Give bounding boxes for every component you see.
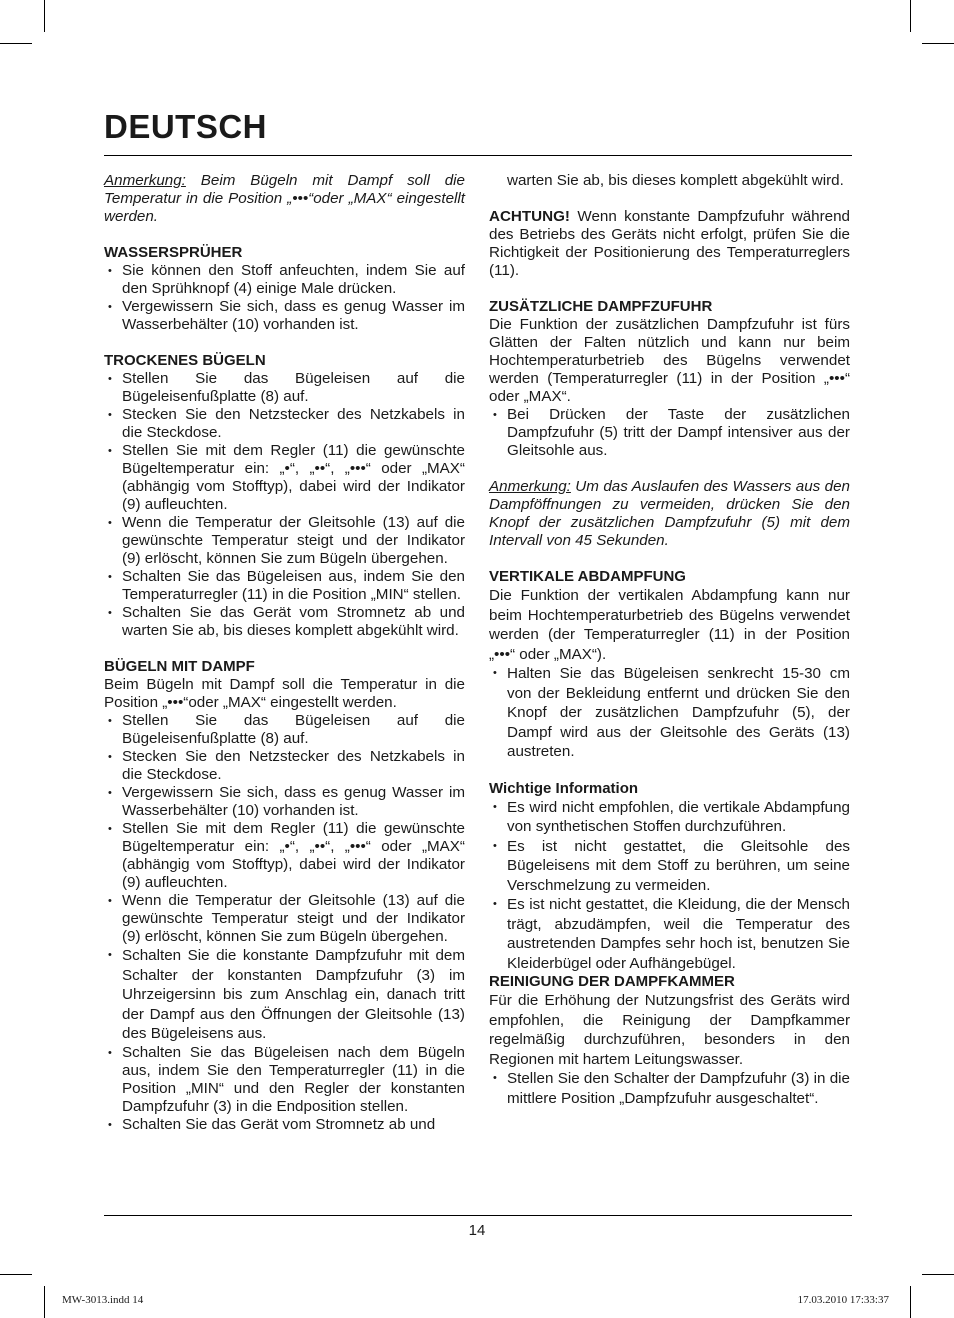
list-item: • Schalten Sie das Bügeleisen nach dem Bügeln aus, indem Sie den Temperaturregler (11) in die Position „MIN“ und den Regler der konstanten Dampfzufuhr (3) in die Endposition stellen. xyxy=(104,1044,465,1116)
list-item: • Stellen Sie den Schalter der Dampfzufuhr (3) in die mittlere Position „Dampfzufuhr ausgeschaltet“. xyxy=(489,1069,850,1108)
section-title-important-info: Wichtige Information xyxy=(489,779,639,797)
note-text: Beim Bügeln mit Dampf soll die Temperatur in die Position „•••“oder „MAX“ eingestellt werden. xyxy=(104,172,465,225)
section-title-dry-ironing: TROCKENES BÜGELN xyxy=(104,352,266,369)
crop-mark xyxy=(910,0,911,32)
list-item: • Stellen Sie das Bügeleisen auf die Bügeleisenfußplatte (8) auf. xyxy=(104,370,465,406)
list-item: • Schalten Sie das Bügeleisen aus, indem Sie den Temperaturregler (11) in die Position „MIN“ stellen. xyxy=(104,568,465,604)
left-column xyxy=(104,172,465,1134)
footer-datetime: 17.03.2010 17:33:37 xyxy=(797,1294,889,1306)
page-title: DEUTSCH xyxy=(104,108,268,145)
warning-paragraph xyxy=(489,208,850,280)
section-intro: Die Funktion der zusätzlichen Dampfzufuhr ist fürs Glätten der Falten nützlich und kann nur beim Hochtemperaturbetrieb des Bügelns verwendet werden (Temperaturregler (11) in der Position „•••“ oder „MAX“. xyxy=(489,316,850,405)
crop-mark xyxy=(44,1286,45,1318)
note-label: Anmerkung: xyxy=(489,478,571,495)
list-item: • Sie können den Stoff anfeuchten, indem Sie auf den Sprühknopf (4) einige Male drücken. xyxy=(104,262,465,298)
section-title-water-spray: WASSERSPRÜHER xyxy=(104,244,243,261)
crop-mark xyxy=(44,0,45,32)
continued-text: warten Sie ab, bis dieses komplett abgekühlt wird. xyxy=(507,172,844,189)
list-vertical-steam xyxy=(489,664,850,762)
list-item: • Stellen Sie das Bügeleisen auf die Bügeleisenfußplatte (8) auf. xyxy=(104,712,465,748)
list-item: • Es ist nicht gestattet, die Gleitsohle des Bügeleisens mit dem Stoff zu berühren, um seine Verschmelzung zu vermeiden. xyxy=(489,837,850,896)
section-title-steam-chamber-cleaning: REINIGUNG DER DAMPFKAMMER xyxy=(489,973,735,990)
crop-mark xyxy=(0,1274,32,1275)
section-intro: Die Funktion der vertikalen Abdampfung kann nur beim Hochtemperaturbetrieb des Bügelns verwendet werden (der Temperaturregler (11) in der Position „•••“ oder „MAX“). xyxy=(489,587,850,663)
list-steam-ironing xyxy=(104,712,465,1134)
list-item: • Vergewissern Sie sich, dass es genug Wasser im Wasserbehälter (10) vorhanden ist. xyxy=(104,298,465,334)
list-item: • Stellen Sie mit dem Regler (11) die gewünschte Bügeltemperatur ein: „•“, „••“, „•••“ oder „MAX“ (abhängig vom Stofftyp), dabei wird der Indikator (9) aufleuchten. xyxy=(104,442,465,514)
list-item: • Stellen Sie mit dem Regler (11) die gewünschte Bügeltemperatur ein: „•“, „••“, „•••“ oder „MAX“ (abhängig vom Stofftyp), dabei wird der Indikator (9) aufleuchten. xyxy=(104,820,465,892)
page-number: 14 xyxy=(468,1222,486,1239)
list-item: • Stecken Sie den Netzstecker des Netzkabels in die Steckdose. xyxy=(104,748,465,784)
section-title-extra-steam: ZUSÄTZLICHE DAMPFZUFUHR xyxy=(489,298,713,315)
note-steam-interval xyxy=(489,478,850,550)
section-intro: Beim Bügeln mit Dampf soll die Temperatur in die Position „•••“oder „MAX“ eingestellt werden. xyxy=(104,676,465,711)
list-water-spray xyxy=(104,262,465,334)
footer-rule xyxy=(104,1215,852,1216)
note-steam-temperature xyxy=(104,172,465,226)
note-label: Anmerkung: xyxy=(104,172,186,189)
section-intro: Für die Erhöhung der Nutzungsfrist des Geräts wird empfohlen, die Reinigung der Dampfkammer regelmäßig durchzuführen, besonders in den Regionen mit hartem Leitungswasser. xyxy=(489,992,850,1068)
warning-label: ACHTUNG! xyxy=(489,208,570,225)
crop-mark xyxy=(910,1286,911,1318)
list-important-info xyxy=(489,798,850,974)
list-item: • Vergewissern Sie sich, dass es genug Wasser im Wasserbehälter (10) vorhanden ist. xyxy=(104,784,465,820)
list-item: • Schalten Sie das Gerät vom Stromnetz ab und xyxy=(104,1116,465,1134)
crop-mark xyxy=(922,43,954,44)
header-rule xyxy=(104,155,852,156)
list-item: • Es wird nicht empfohlen, die vertikale Abdampfung von synthetischen Stoffen durchzuführen. xyxy=(489,798,850,837)
list-item: • Wenn die Temperatur der Gleitsohle (13) auf die gewünschte Temperatur steigt und der Indikator (9) erlöscht, können Sie zum Bügeln übergehen. xyxy=(104,892,465,946)
list-item: • Wenn die Temperatur der Gleitsohle (13) auf die gewünschte Temperatur steigt und der Indikator (9) erlöscht, können Sie zum Bügeln übergehen. xyxy=(104,514,465,568)
warning-text: Wenn konstante Dampfzufuhr während des Betriebs des Geräts nicht erfolgt, prüfen Sie die Richtigkeit der Positionierung des Temperaturreglers (11). xyxy=(489,208,850,279)
list-extra-steam xyxy=(489,406,850,460)
right-column xyxy=(489,172,850,1108)
footer-file-info: MW-3013.indd 14 xyxy=(62,1294,144,1306)
list-item: • Schalten Sie das Gerät vom Stromnetz ab und warten Sie ab, bis dieses komplett abgekühlt wird. xyxy=(104,604,465,640)
list-item: • Bei Drücken der Taste der zusätzlichen Dampfzufuhr (5) tritt der Dampf intensiver aus der Gleitsohle aus. xyxy=(489,406,850,460)
crop-mark xyxy=(0,43,32,44)
list-item: • Es ist nicht gestattet, die Kleidung, die der Mensch trägt, abzudämpfen, weil die Temperatur des austretenden Dampfes sehr hoch ist, benutzen Sie Kleiderbügel oder Aufhängebügel. xyxy=(489,895,850,973)
list-item: • Stecken Sie den Netzstecker des Netzkabels in die Steckdose. xyxy=(104,406,465,442)
list-item: • Halten Sie das Bügeleisen senkrecht 15-30 cm von der Bekleidung entfernt und drücken Sie den Knopf der zusätzlichen Dampfzufuhr (5), der Dampf wird aus der Gleitsohle des Geräts (13) austreten. xyxy=(489,664,850,762)
note-text: Um das Auslaufen des Wassers aus den Dampföffnungen zu vermeiden, drücken Sie den Knopf der zusätzlichen Dampfzufuhr (5) mit dem Intervall von 45 Sekunden. xyxy=(489,478,850,549)
list-dry-ironing xyxy=(104,370,465,640)
list-item: • Schalten Sie die konstante Dampfzufuhr mit dem Schalter der konstanten Dampfzufuhr (3) im Uhrzeigersinn bis zum Anschlag ein, danach tritt der Dampf aus den Öffnungen der Gleitsohle (13) des Bügeleisens aus. xyxy=(104,946,465,1044)
list-steam-chamber-cleaning xyxy=(489,1069,850,1108)
section-title-vertical-steam: VERTIKALE ABDAMPFUNG xyxy=(489,568,686,585)
crop-mark xyxy=(922,1274,954,1275)
section-title-steam-ironing: BÜGELN MIT DAMPF xyxy=(104,658,255,675)
